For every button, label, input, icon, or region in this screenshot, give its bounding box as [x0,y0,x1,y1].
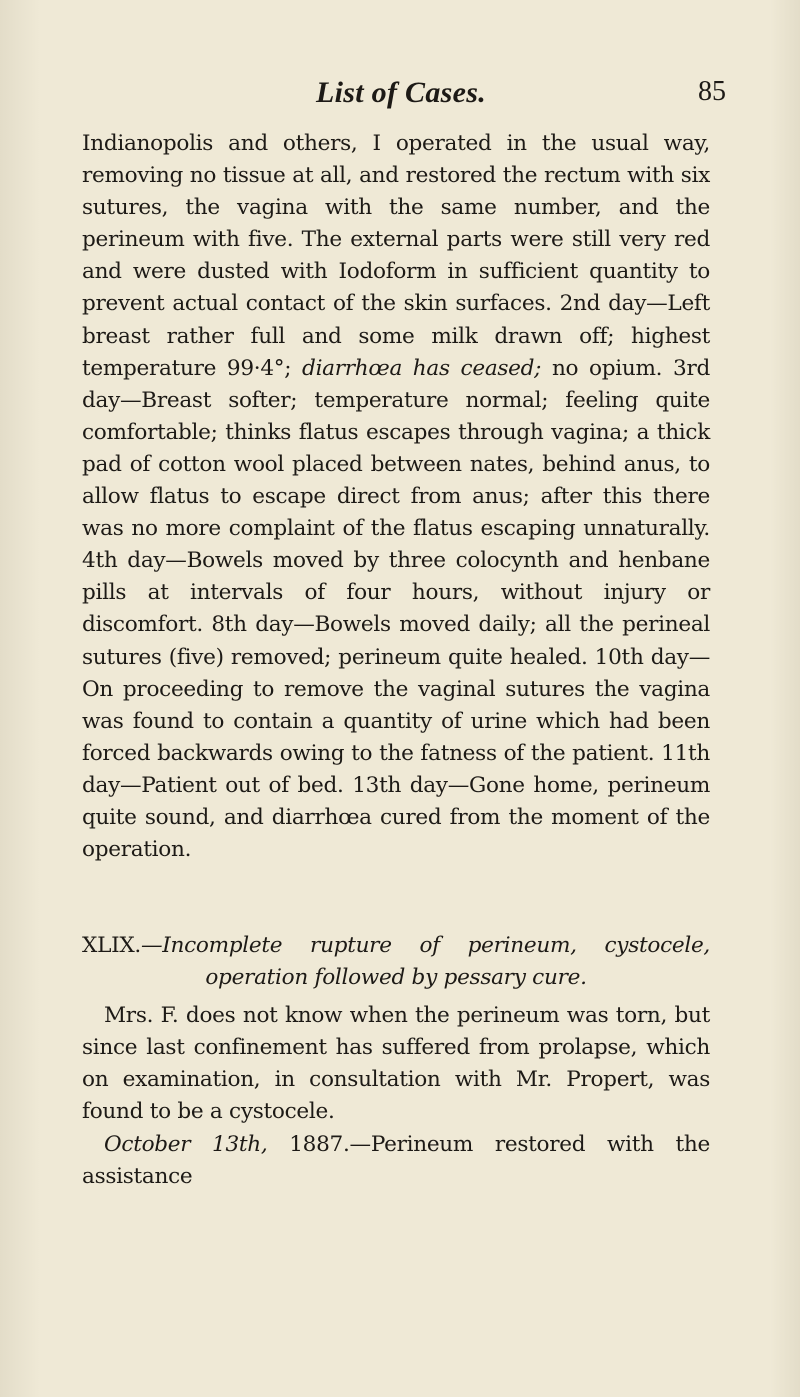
narrative-italic: diarrhœa has ceased; [302,355,542,381]
narrative-text-1: Indianopolis and others, I operated in the usual way, removing no tissue at all, and restored the rectum with six sutures, the vagina with the same number, and the perineum with five. The external parts were still very red and were dusted with Iodoform in sufficient quantity to prevent actual contact of the skin surfaces. 2nd day—Left breast rather full and some milk drawn off; highest temperature 99·4°; [82,131,710,381]
case-section [82,930,710,1193]
case-narrative [82,128,710,866]
page-header [0,76,800,116]
case-history: Mrs. F. does not know when the perineum was torn, but since last confinement has suffered from prolapse, which on examination, in consultation with Mr. Propert, was found to be a cystocele. [82,1003,710,1125]
narrative-text-2: no opium. 3rd day—Breast softer; temperature normal; feeling quite comfortable; thinks flatus escapes through vagina; a thick pad of cotton wool placed between nates, behind anus, to allow flatus to escape direct from anus; after this there was no more complaint of the flatus escaping unnaturally. 4th day—Bowels moved by three colocynth and henbane pills at intervals of four hours, without injury or discomfort. 8th day—Bowels moved daily; all the perineal sutures (five) removed; perineum quite healed. 10th day—On proceeding to remove the vaginal sutures the vagina was found to contain a quantity of urine which had been forced backwards owing to the fatness of the patient. 11th day—Patient out of bed. 13th day—Gone home, perineum quite sound, and diarrhœa cured from the moment of the operation. [82,355,710,863]
running-head: List of Cases. [316,76,487,109]
case-heading [82,930,710,994]
case-date-entry [82,1129,710,1193]
case-number: XLIX. [82,933,141,958]
page-number: 85 [698,76,726,107]
case-date-text: 1887.—Perineum restored with the assistance [82,1131,710,1189]
continued-paragraph [82,128,710,866]
case-date: October 13th, [104,1131,268,1157]
case-title: —Incomplete rupture of perineum, cystocele, operation followed by pessary cure. [140,933,710,991]
